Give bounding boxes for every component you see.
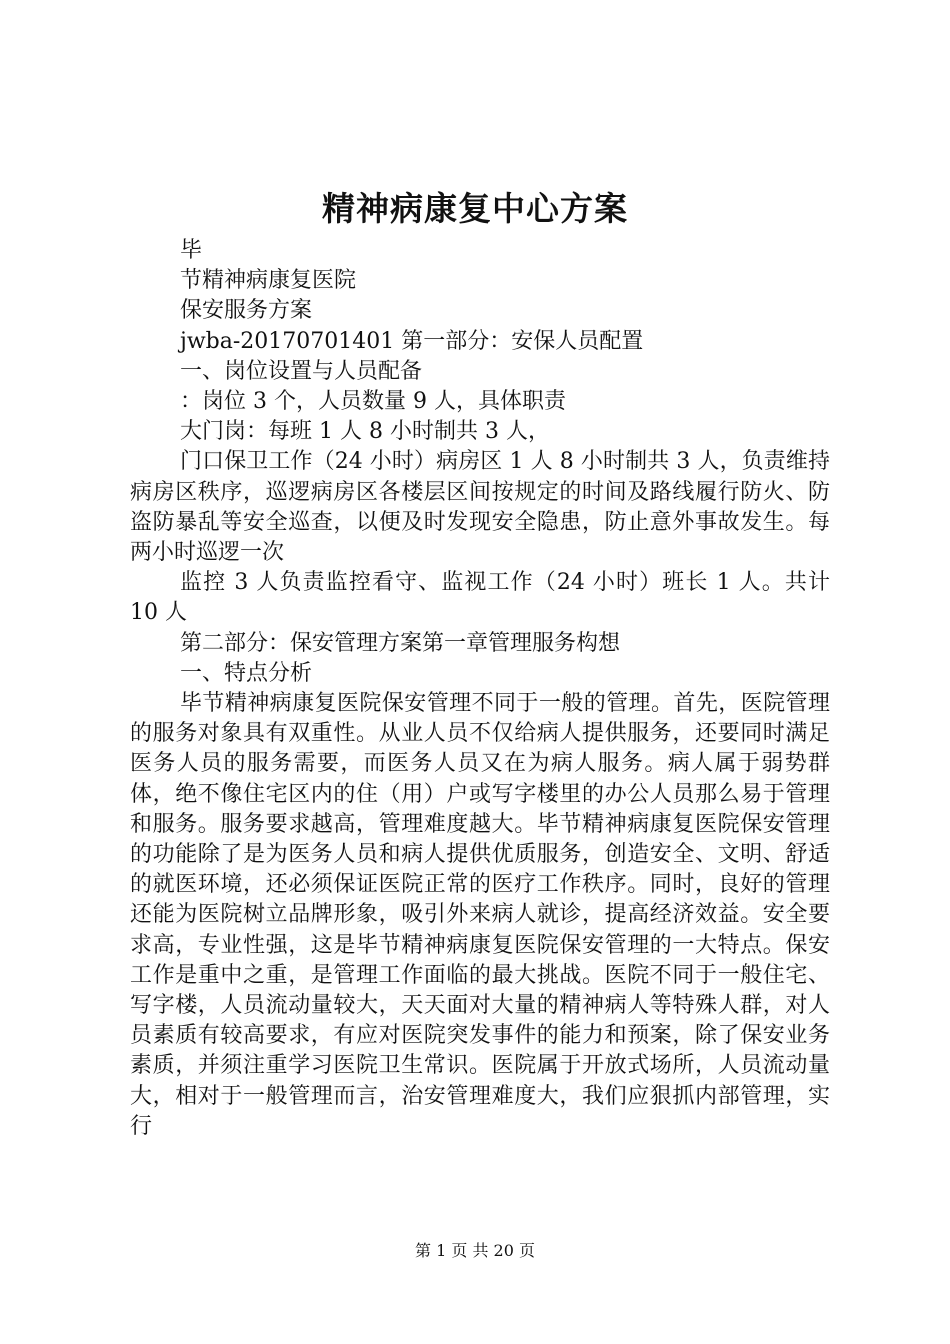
paragraph: 毕 bbox=[180, 238, 203, 263]
paragraph: 监控 3 人负责监控看守、监视工作（24 小时）班长 1 人。共计 10 人 bbox=[130, 570, 830, 626]
paragraph: 第二部分：保安管理方案第一章管理服务构想 bbox=[180, 630, 621, 656]
document-body bbox=[130, 236, 830, 1142]
paragraph: 节精神病康复医院 bbox=[180, 268, 357, 294]
paragraph: 一、特点分析 bbox=[180, 660, 313, 686]
paragraph: 毕节精神病康复医院保安管理不同于一般的管理。首先，医院管理的服务对象具有双重性。从业人员不仅给病人提供服务，还要同时满足医务人员的服务需要，而医务人员又在为病人服务。病人属于弱势群体，绝不像住宅区内的住（用）户或写字楼里的办公人员那么易于管理和服务。服务要求越高，管理难度越大。毕节精神病康复医院保安管理的功能除了是为医务人员和病人提供优质服务，创造安全、文明、舒适的就医环境，还必须保证医院正常的医疗工作秩序。同时，良好的管理还能为医院树立品牌形象，吸引外来病人就诊，提高经济效益。安全要求高，专业性强，这是毕节精神病康复医院保安管理的一大特点。保安工作是重中之重，是管理工作面临的最大挑战。医院不同于一般住宅、写字楼，人员流动量较大，天天面对大量的精神病人等特殊人群，对人员素质有较高要求，有应对医院突发事件的能力和预案，除了保安业务素质，并须注重学习医院卫生常识。医院属于开放式场所，人员流动量大，相对于一般管理而言，治安管理难度大，我们应狠抓内部管理，实行 bbox=[130, 691, 830, 1139]
paragraph: 一、岗位设置与人员配备 bbox=[180, 358, 423, 384]
paragraph: 门口保卫工作（24 小时）病房区 1 人 8 小时制共 3 人，负责维持病房区秩序，巡逻病房区各楼层区间按规定的时间及路线履行防火、防盗防暴乱等安全巡查，以便及时发现安全隐患，防止意外事故发生。每两小时巡逻一次 bbox=[130, 449, 830, 566]
paragraph: 保安服务方案 bbox=[180, 298, 313, 324]
page-footer: 第 1 页 共 20 页 bbox=[415, 1241, 535, 1260]
document-title: 精神病康复中心方案 bbox=[322, 189, 628, 228]
paragraph: ：岗位 3 个，人员数量 9 人，具体职责 bbox=[180, 389, 566, 415]
paragraph: jwba-20170701401 第一部分：安保人员配置 bbox=[180, 328, 644, 354]
paragraph: 大门岗：每班 1 人 8 小时制共 3 人， bbox=[180, 419, 550, 445]
